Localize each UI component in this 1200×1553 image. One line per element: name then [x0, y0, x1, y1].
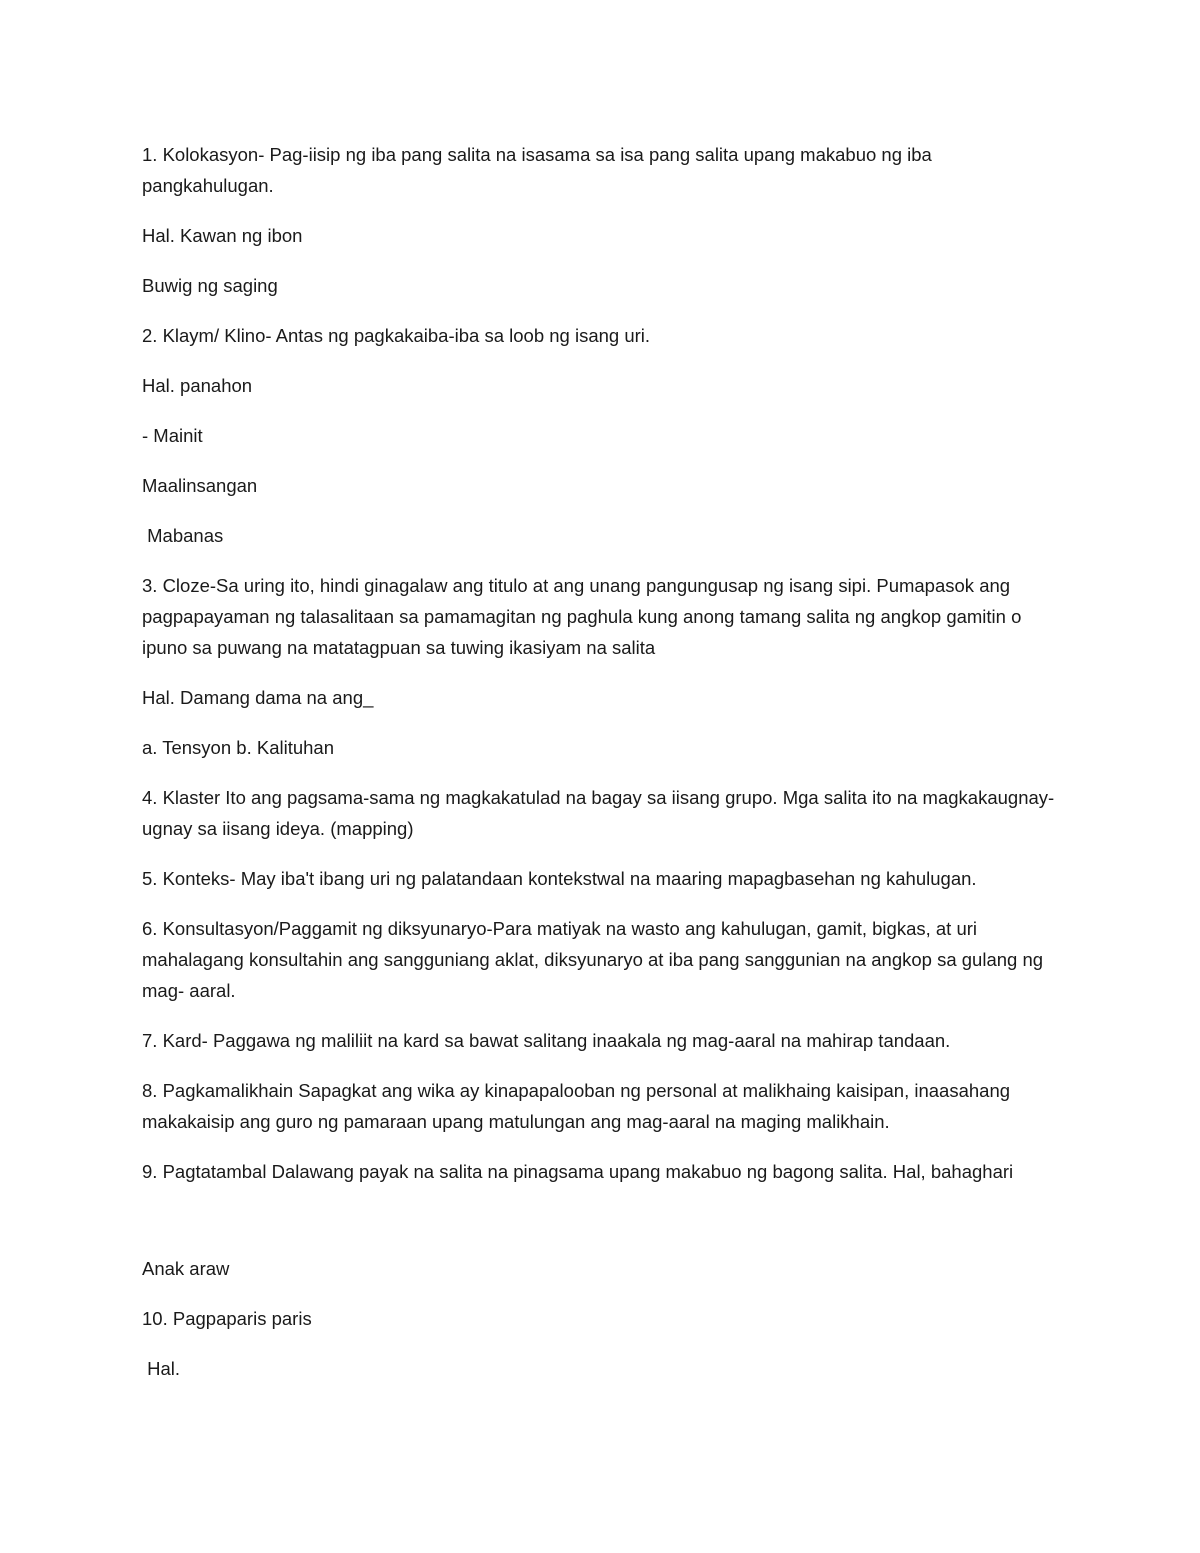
paragraph-example-panahon: Hal. panahon — [142, 375, 253, 396]
paragraph-pagpaparis: 10. Pagpaparis paris — [142, 1308, 312, 1329]
paragraph-maalinsangan: Maalinsangan — [142, 475, 258, 496]
paragraph-pagtatambal: 9. Pagtatambal Dalawang payak na salita na pinagsama upang makabuo ng bagong salita. Hal, bahaghari — [142, 1161, 1014, 1182]
paragraph-example-kawan: Hal. Kawan ng ibon — [142, 225, 303, 246]
paragraph-kard: 7. Kard- Paggawa ng maliliit na kard sa bawat salitang inaakala ng mag-aaral na mahirap tandaan. — [142, 1030, 951, 1051]
paragraph-mabanas: Mabanas — [142, 525, 224, 546]
paragraph-anak-araw: Anak araw — [142, 1258, 230, 1279]
paragraph-konteks: 5. Konteks- May iba't ibang uri ng palatandaan kontekstwal na maaring mapagbasehan ng kahulugan. — [142, 868, 977, 889]
paragraph-konsultasyon: 6. Konsultasyon/Paggamit ng diksyunaryo-Para matiyak na wasto ang kahulugan, gamit, bigkas, at uri mahalagang konsultahin ang sangguniang aklat, diksyunaryo at iba pang sanggunian na angkop sa gulang ng mag- aaral. — [142, 918, 1049, 1001]
paragraph-cloze: 3. Cloze-Sa uring ito, hindi ginagalaw ang titulo at ang unang pangungusap ng isang sipi. Pumapasok ang pagpapayaman ng talasalitaan sa pamamagitan ng paghula kung anong tamang salita ng angkop gamitin o ipuno sa puwang na matatagpuan sa tuwing ikasiyam na salita — [142, 575, 1027, 658]
paragraph-kolokasyon: 1. Kolokasyon- Pag-iisip ng iba pang salita na isasama sa isa pang salita upang makabuo ng iba pangkahulugan. — [142, 144, 937, 196]
paragraph-pagkamalikhain: 8. Pagkamalikhain Sapagkat ang wika ay kinapapalooban ng personal at malikhaing kaisipan, inaasahang makakaisip ang guro ng pamaraan upang matulungan ang mag-aaral na maging malikhain. — [142, 1080, 1016, 1132]
blank-line-spacer — [142, 1206, 1062, 1253]
paragraph-example-damang-dama: Hal. Damang dama na ang_ — [142, 687, 374, 708]
paragraph-hal-final: Hal. — [142, 1358, 181, 1379]
paragraph-klaster: 4. Klaster Ito ang pagsama-sama ng magkakatulad na bagay sa iisang grupo. Mga salita ito na magkakaugnay-ugnay sa iisang ideya. (mapping) — [142, 787, 1055, 839]
paragraph-mainit: - Mainit — [142, 425, 203, 446]
paragraph-choices: a. Tensyon b. Kalituhan — [142, 737, 334, 758]
paragraph-klaym-klino: 2. Klaym/ Klino- Antas ng pagkakaiba-iba sa loob ng isang uri. — [142, 325, 651, 346]
paragraph-example-buwig: Buwig ng saging — [142, 275, 278, 296]
document-body — [142, 139, 1062, 1403]
